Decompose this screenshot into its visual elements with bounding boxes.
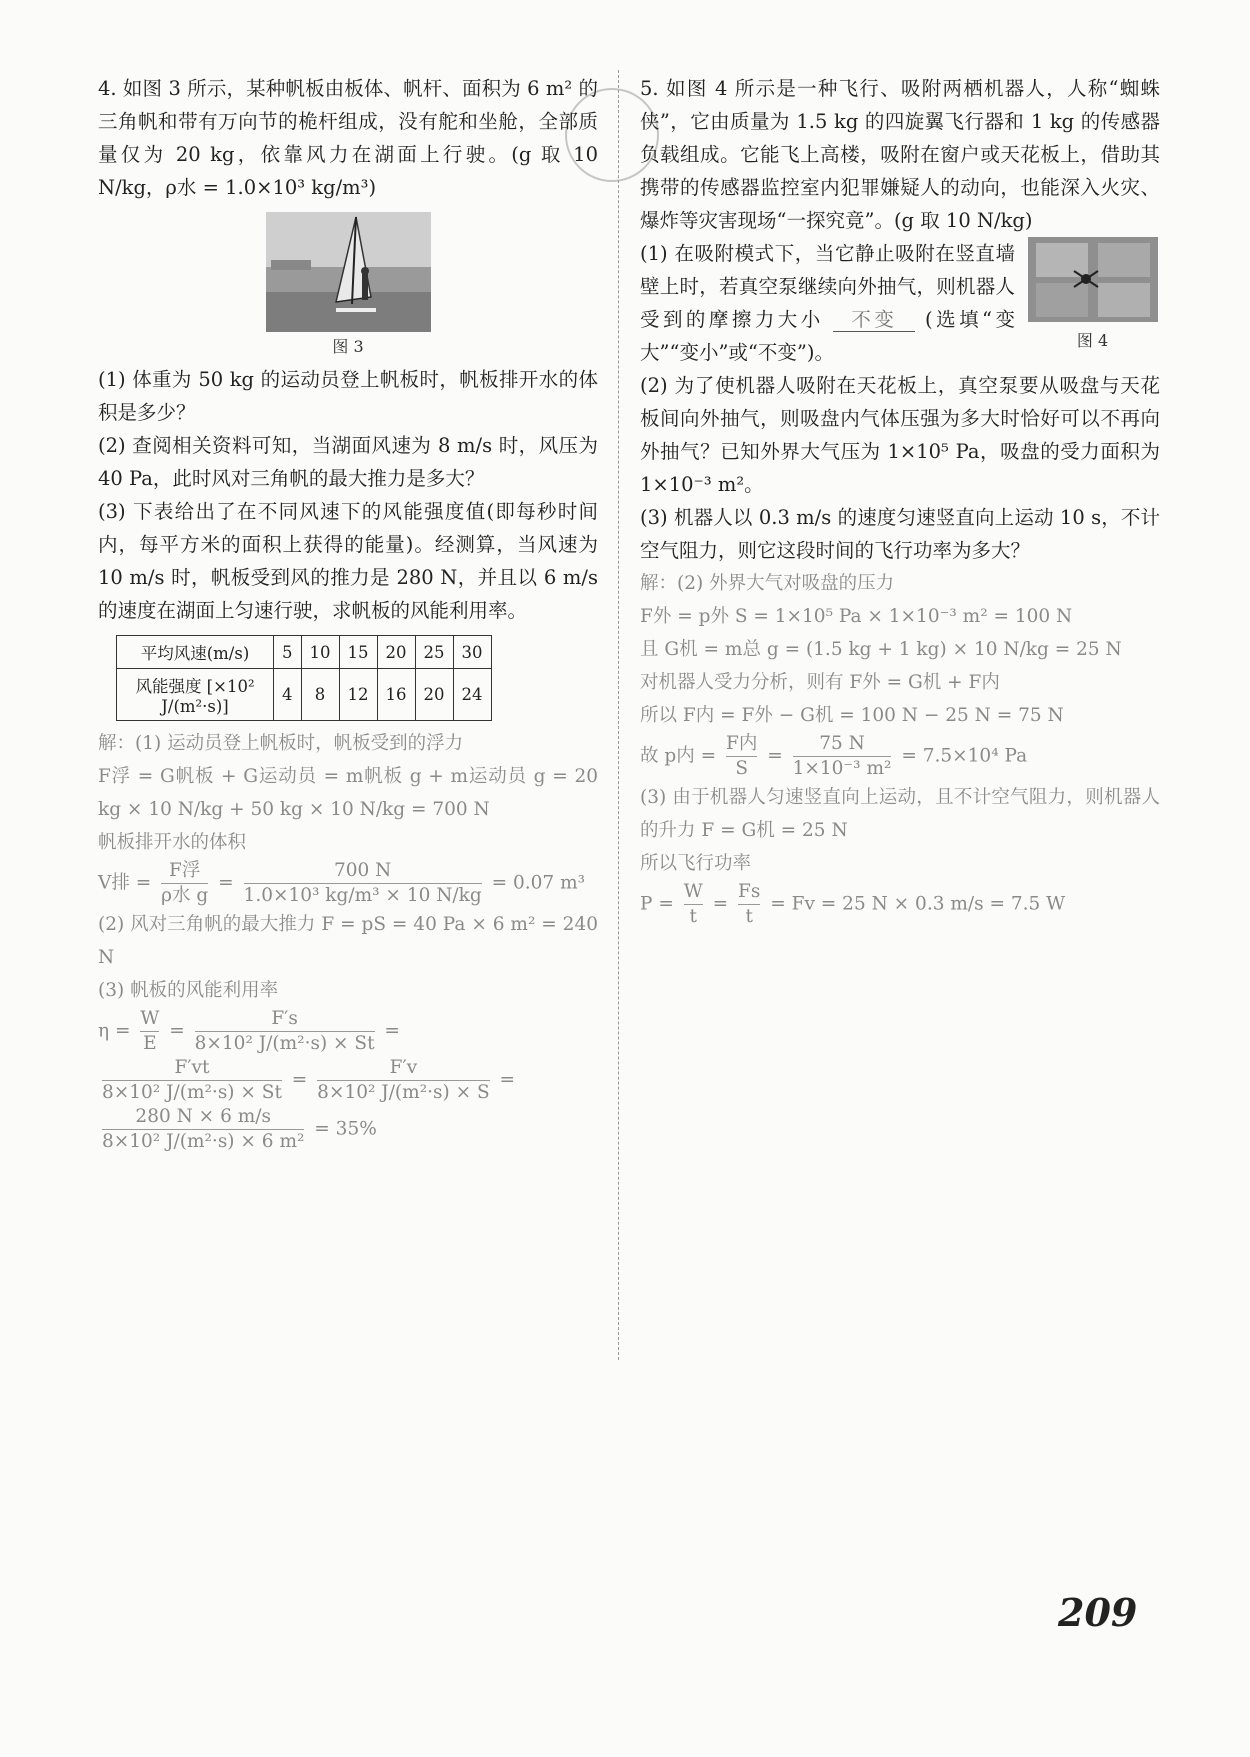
- numerator: 75 N: [793, 732, 892, 757]
- q4-solution: [98, 727, 598, 1154]
- q5-sol-power: P = $\frac{W}{t}$ = $\frac{Fs}{t}$ = Fv = 25 N × 0.3 m/s = 7.5 W: [640, 881, 1066, 927]
- q4-sol-line: (2) 风对三角帆的最大推力 F = pS = 40 Pa × 6 m² = 240 N: [98, 914, 598, 968]
- q4-part2: (2) 查阅相关资料可知，当湖面风速为 8 m/s 时，风压为 40 Pa，此时风对三角帆的最大推力是多大？: [98, 434, 598, 490]
- fraction: [684, 880, 703, 929]
- q5-sol-line: 所以飞行功率: [640, 853, 752, 874]
- result: = Fv = 25 N × 0.3 m/s = 7.5 W: [770, 893, 1066, 915]
- numerator: Fs: [738, 880, 760, 905]
- denominator: 8×10² J/(m²·s) × 6 m²: [102, 1131, 305, 1152]
- q4-sol-label: η =: [98, 1020, 131, 1042]
- q4-sol-line: F浮 = G帆板 + G运动员 = m帆板 g + m运动员 g = 20 kg × 10 N/kg + 50 kg × 10 N/kg = 700 N: [98, 766, 598, 820]
- robot-photo: [1028, 237, 1158, 322]
- numerator: F′vt: [102, 1056, 282, 1081]
- q4-sol-line: 解：(1) 运动员登上帆板时，帆板受到的浮力: [98, 733, 464, 754]
- denominator: ρ水 g: [161, 885, 209, 906]
- fraction: [161, 859, 208, 908]
- q5-sol-label: 故 p内 =: [640, 745, 717, 767]
- numerator: F′s: [195, 1007, 375, 1032]
- q4-sol-volume: [98, 859, 598, 908]
- numerator: 700 N: [244, 859, 482, 884]
- q5-sol-line: 且 G机 = m总 g = (1.5 kg + 1 kg) × 10 N/kg = 25 N: [640, 639, 1122, 660]
- denominator: 8×10² J/(m²·s) × St: [102, 1082, 282, 1103]
- table-cell: 30: [453, 636, 491, 669]
- table-cell: 20: [377, 636, 415, 669]
- q5-part3: (3) 机器人以 0.3 m/s 的速度匀速竖直向上运动 10 s，不计空气阻力，则它这段时间的飞行功率为多大？: [640, 506, 1160, 562]
- q5-sol-line: 对机器人受力分析，则有 F外 = G机 + F内: [640, 672, 1000, 693]
- table-cell: 10: [301, 636, 339, 669]
- table-header-speed: 平均风速(m/s): [117, 636, 274, 669]
- table-cell: 25: [415, 636, 453, 669]
- fraction: [793, 732, 892, 781]
- fraction: [102, 1056, 282, 1105]
- numerator: 280 N × 6 m/s: [102, 1105, 304, 1130]
- answer-blank: 不变: [833, 308, 915, 332]
- result: = 7.5×10⁴ Pa: [901, 745, 1028, 767]
- wind-energy-table: [116, 635, 492, 721]
- denominator: 1.0×10³ kg/m³ × 10 N/kg: [243, 885, 482, 906]
- question-5: [640, 72, 1160, 929]
- table-cell: 12: [339, 669, 377, 721]
- denominator: E: [143, 1033, 157, 1054]
- denominator: t: [689, 906, 697, 927]
- q5-sol-line: 解：(2) 外界大气对吸盘的压力: [640, 573, 895, 594]
- q4-sol-label: V排 =: [98, 872, 152, 894]
- q4-part3: (3) 下表给出了在不同风速下的风能强度值(即每秒时间内，每平方米的面积上获得的能量)。经测算，当风速为 10 m/s 时，帆板受到风的推力是 280 N，并且以 6 m/s 的速度在湖面上匀速行驶，求帆板的风能利用率。: [98, 500, 598, 622]
- q5-sol-pressure: 故 p内 = $\frac{\text{F内}}{S}$ = $\frac{75 N}{\text{1×10⁻³ m²}}$ = 7.5×10⁴ Pa: [640, 733, 1028, 779]
- fraction: [738, 880, 760, 929]
- denominator: 8×10² J/(m²·s) × St: [194, 1033, 375, 1054]
- q5-solution: [640, 567, 1160, 929]
- fraction: [195, 1007, 375, 1056]
- figure-3-caption: 图 3: [332, 337, 364, 356]
- numerator: F内: [726, 732, 757, 757]
- numerator: W: [684, 880, 703, 905]
- figure-4-caption: 图 4: [1076, 331, 1109, 350]
- column-divider: [618, 70, 619, 1360]
- numerator: F浮: [161, 859, 208, 884]
- question-4: [98, 72, 598, 1154]
- fraction: [317, 1056, 489, 1105]
- numerator: F′v: [317, 1056, 489, 1081]
- q4-sol-line: 帆板排开水的体积: [98, 832, 247, 853]
- table-cell: 15: [339, 636, 377, 669]
- result: = 35%: [314, 1118, 377, 1140]
- fraction: [140, 1007, 159, 1056]
- q5-sol-line: F外 = p外 S = 1×10⁵ Pa × 1×10⁻³ m² = 100 N: [640, 606, 1073, 627]
- table-cell: 8: [301, 669, 339, 721]
- q4-stem: 4. 如图 3 所示，某种帆板由板体、帆杆、面积为 6 m² 的三角帆和带有万向节的桅杆组成，没有舵和坐舱，全部质量仅为 20 kg，依靠风力在湖面上行驶。(g 取 10 N/kg，ρ水 = 1.0×10³ kg/m³): [98, 77, 598, 199]
- table-cell: 20: [415, 669, 453, 721]
- result: = 0.07 m³: [491, 872, 586, 894]
- q5-part1-options: (选填“变大”“变小”或“不变”)。: [640, 308, 1015, 364]
- q4-sol-eff-1: η = $\frac{W}{E}$ = $\frac{F's}{\text{8×10² J/(m²·s) × St}}$ =: [98, 1008, 400, 1054]
- q5-part2: (2) 为了使机器人吸附在天花板上，真空泵要从吸盘与天花板间向外抽气，则吸盘内气体压强为多大时恰好可以不再向外抽气？已知外界大气压为 1×10⁵ Pa，吸盘的受力面积为 1×10⁻³ m²。: [640, 374, 1160, 496]
- table-row: [117, 669, 492, 721]
- q4-sol-eff-3: [98, 1105, 598, 1154]
- fraction: [244, 859, 482, 908]
- q5-part1-text: (1) 在吸附模式下，当它静止吸附在竖直墙壁上时，若真空泵继续向外抽气，则机器人受到的摩擦力大小: [640, 242, 1015, 331]
- page-number: 209: [1058, 1590, 1138, 1635]
- numerator: W: [140, 1007, 159, 1032]
- figure-4: [1025, 237, 1160, 357]
- figure-3: [98, 212, 598, 357]
- table-header-strength: 风能强度 [×10² J/(m²·s)]: [117, 669, 274, 721]
- table-cell: 5: [274, 636, 302, 669]
- q5-sol-line: 所以 F内 = F外 − G机 = 100 N − 25 N = 75 N: [640, 705, 1064, 726]
- denominator: t: [745, 906, 753, 927]
- fraction: [726, 732, 757, 781]
- q5-stem: 5. 如图 4 所示是一种飞行、吸附两栖机器人，人称“蜘蛛侠”，它由质量为 1.5 kg 的四旋翼飞行器和 1 kg 的传感器负载组成。它能飞上高楼，吸附在窗户或天花板上，借助其携带的传感器监控室内犯罪嫌疑人的动向，也能深入火灾、爆炸等灾害现场“一探究竟”。(g 取 10 N/kg): [640, 77, 1160, 232]
- denominator: 1×10⁻³ m²: [792, 758, 892, 779]
- equals: =: [218, 872, 234, 894]
- table-cell: 4: [274, 669, 302, 721]
- table-row: [117, 636, 492, 669]
- table-cell: 16: [377, 669, 415, 721]
- q4-part1: (1) 体重为 50 kg 的运动员登上帆板时，帆板排开水的体积是多少？: [98, 368, 598, 424]
- q4-sol-eff-2: $\frac{F'vt}{\text{8×10² J/(m²·s) × St}}$ = $\frac{F'v}{\text{8×10² J/(m²·s) × S}}$ =: [102, 1057, 516, 1103]
- fraction: [102, 1105, 304, 1154]
- table-cell: 24: [453, 669, 491, 721]
- windsurfer-photo: [266, 212, 431, 332]
- q5-sol-label: P =: [640, 893, 674, 915]
- q5-sol-line: (3) 由于机器人匀速竖直向上运动，且不计空气阻力，则机器人的升力 F = G机 = 25 N: [640, 787, 1160, 841]
- q4-sol-line: (3) 帆板的风能利用率: [98, 980, 279, 1001]
- denominator: S: [735, 758, 749, 779]
- denominator: 8×10² J/(m²·s) × S: [317, 1082, 490, 1103]
